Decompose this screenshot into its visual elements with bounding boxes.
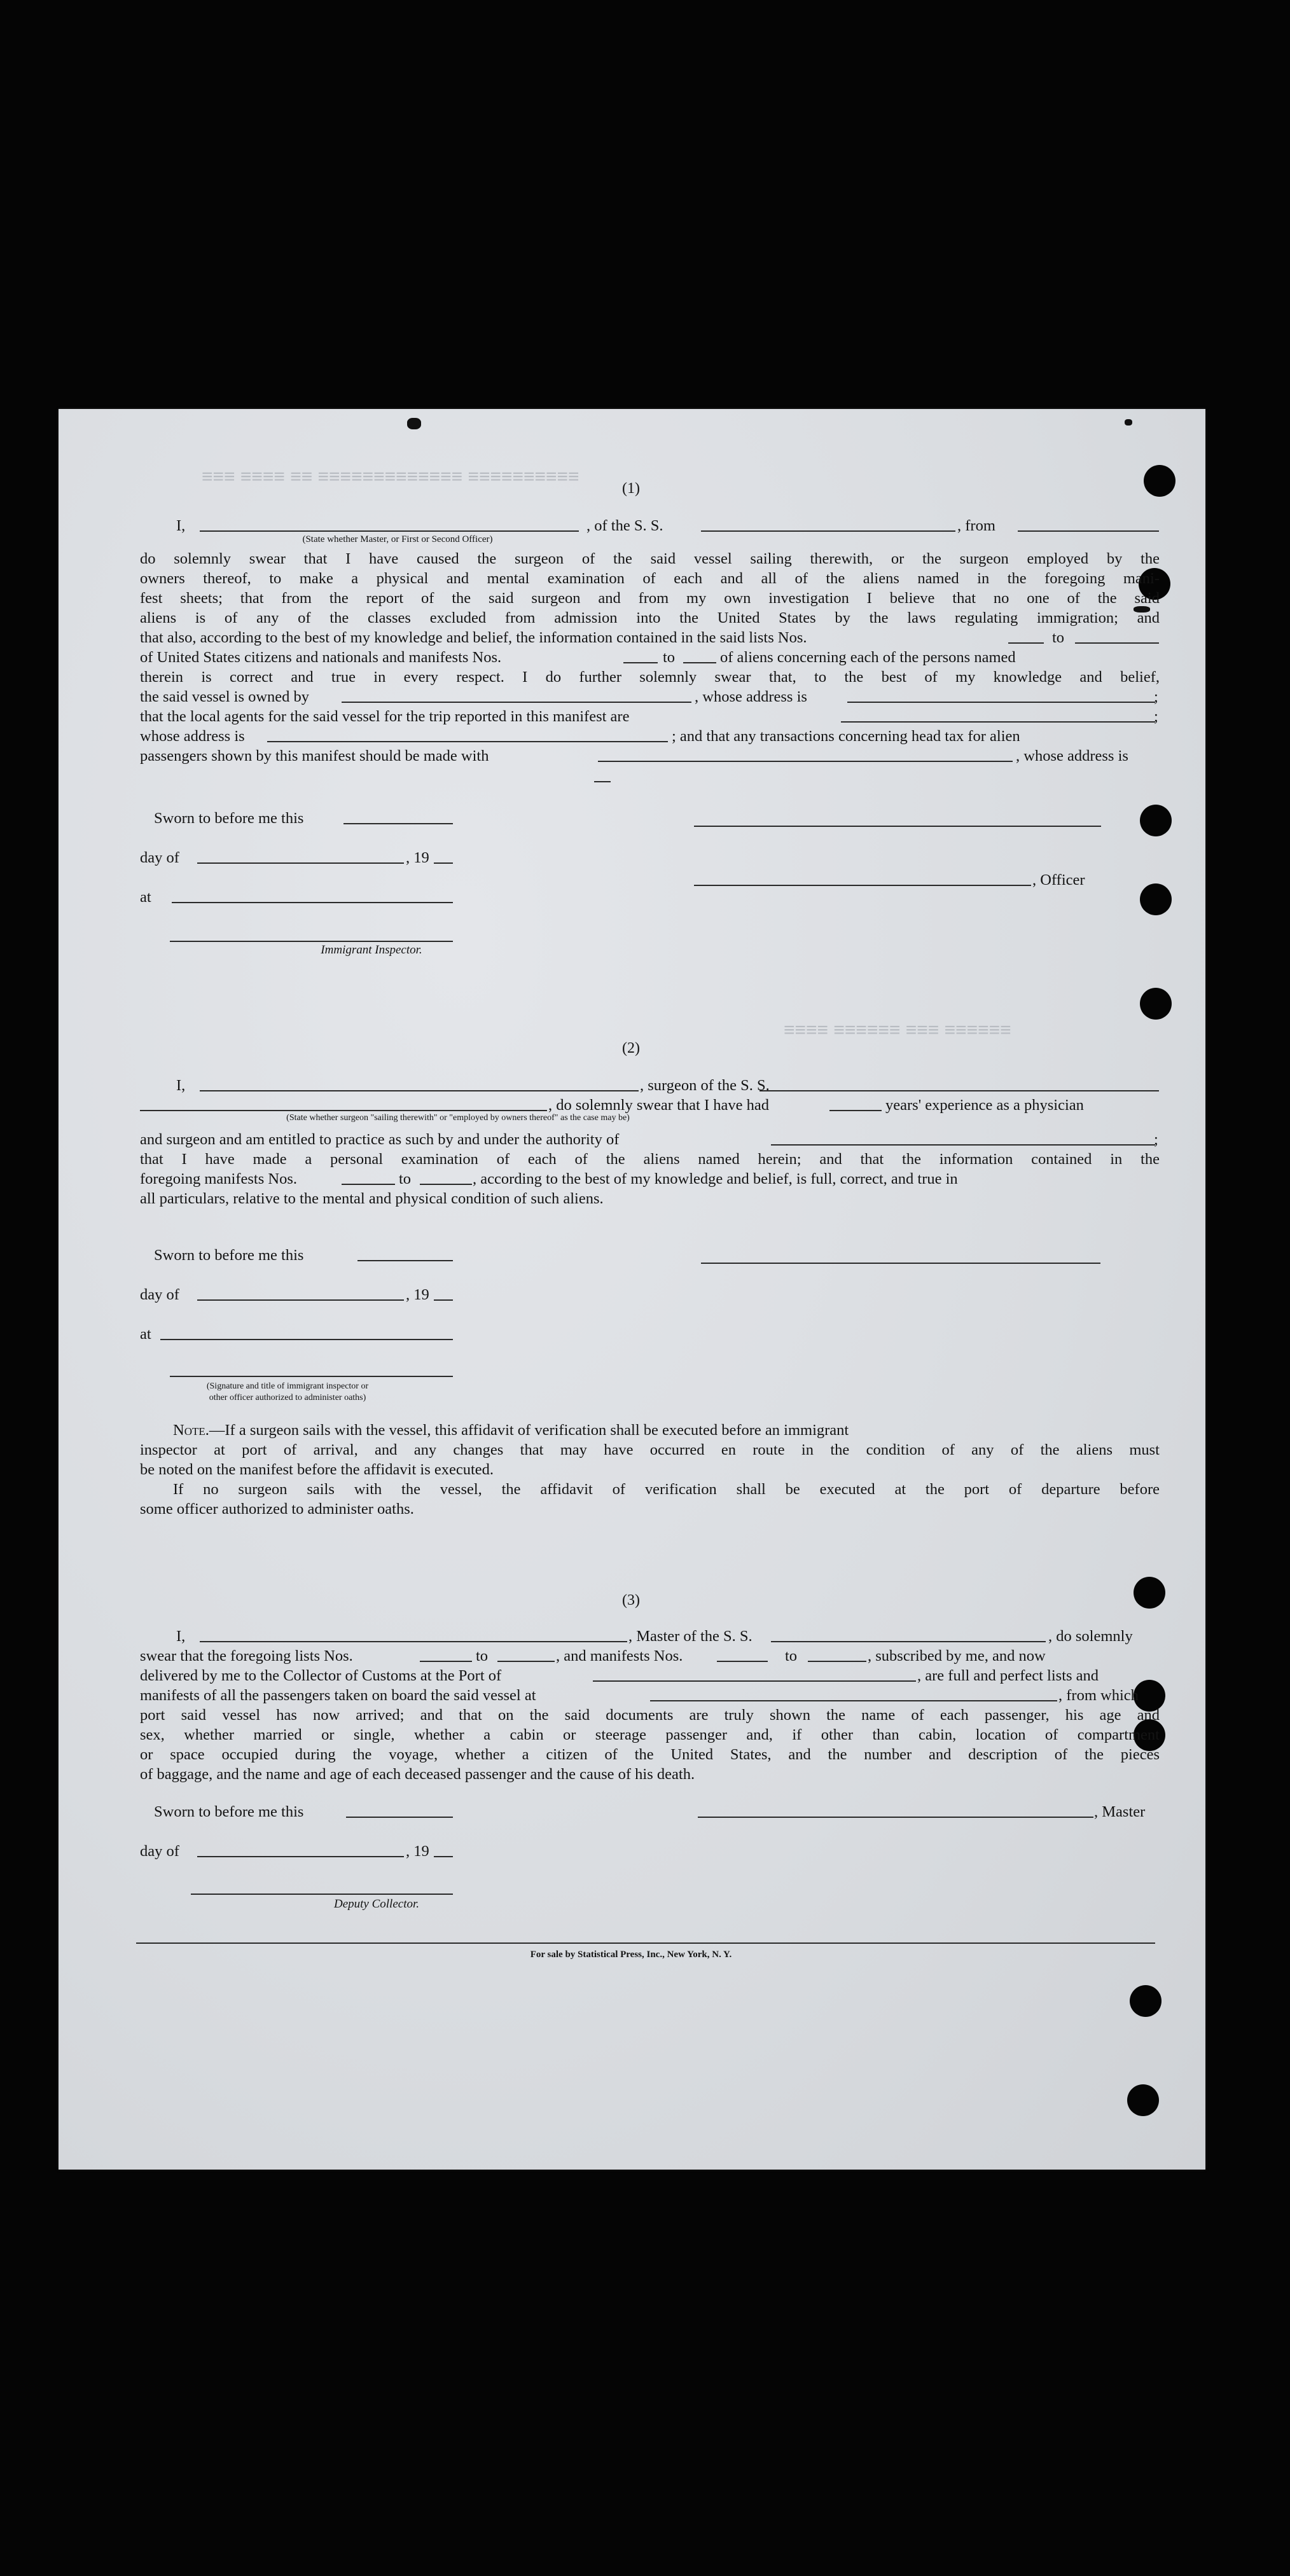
s1-from: , from — [957, 517, 995, 534]
s1-head-tax: ; and that any transactions concerning head tax for alien — [672, 728, 1020, 745]
note-label: Note. — [173, 1422, 209, 1439]
s3-master-name-field[interactable] — [200, 1641, 627, 1642]
s1-text-line: fest sheets; that from the report of the said surgeon and from my own investigation I believe that no one of the said — [140, 590, 1160, 607]
s3-subscribed: , subscribed by me, and now — [868, 1647, 1046, 1665]
binder-hole — [1134, 1577, 1165, 1609]
s1-to: to — [663, 649, 676, 666]
binder-hole — [1140, 805, 1172, 836]
s1-year: , 19 — [406, 849, 429, 866]
s3-text-line: sex, whether married or single, whether a cabin or steerage passenger and, if other than cabin, location of compartment — [140, 1726, 1160, 1743]
s2-swear: , do solemnly swear that I have had — [548, 1097, 769, 1114]
s2-vessel-field[interactable] — [759, 1090, 1159, 1091]
s1-text-line: do solemnly swear that I have caused the surgeon of the said vessel sailing therewith, or the surgeon employed by the — [140, 550, 1160, 567]
s3-to: to — [476, 1647, 489, 1665]
s1-list-to-field[interactable] — [1075, 642, 1159, 644]
s2-at: at — [140, 1326, 151, 1343]
s3-month-field[interactable] — [197, 1856, 404, 1857]
s2-years: years' experience as a physician — [885, 1097, 1084, 1114]
s1-officer-title-line[interactable] — [694, 885, 1031, 886]
s1-inspector-signature-line[interactable] — [170, 941, 453, 942]
ink-mark — [1125, 419, 1132, 426]
s1-text-line: whose address is — [140, 728, 245, 745]
s1-sworn-day-field[interactable] — [343, 823, 453, 824]
s1-officer-label: , Officer — [1032, 871, 1085, 889]
s1-at: at — [140, 889, 151, 906]
s2-day-of: day of — [140, 1286, 179, 1303]
s3-and-manifests: , and manifests Nos. — [556, 1647, 683, 1665]
s1-text-line: owners thereof, to make a physical and mental examination of each and all of the aliens named in the foregoing mani- — [140, 570, 1160, 587]
s2-at-field[interactable] — [160, 1339, 453, 1340]
s3-master-label: , Master — [1094, 1803, 1146, 1820]
s2-state-note: (State whether surgeon "sailing therewith" or "employed by owners thereof" as the case may be) — [286, 1113, 630, 1123]
s1-text-line: aliens is of any of the classes excluded from admission into the United States by the laws regulating immigration; and — [140, 609, 1160, 627]
s2-line3c: , according to the best of my knowledge and belief, is full, correct, and true in — [473, 1170, 958, 1188]
section-1-number: (1) — [622, 480, 640, 497]
s2-sig-note-1: (Signature and title of immigrant inspector or — [206, 1381, 369, 1391]
note-line2: inspector at port of arrival, and any changes that may have occurred en route in the condition of any of the aliens must — [140, 1441, 1160, 1458]
bleed-through-text: ≡≡≡≡ ≡≡≡≡≡≡ ≡≡≡ ≡≡≡≡≡≡ — [784, 1020, 1011, 1041]
s2-manifest-from-field[interactable] — [342, 1184, 395, 1185]
s1-agents-address-field[interactable] — [267, 741, 668, 742]
s1-month-field[interactable] — [197, 862, 404, 864]
s1-text-line: therein is correct and true in every respect. I do further solemnly swear that, to the best of my knowledge and belief, — [140, 668, 1160, 686]
footer-rule — [136, 1942, 1155, 1944]
s3-to: to — [785, 1647, 798, 1665]
s1-text-line: of United States citizens and nationals and manifests Nos. — [140, 649, 502, 666]
note-line4: If no surgeon sails with the vessel, the affidavit of verification shall be executed at the port of departure before — [173, 1481, 1160, 1498]
s1-at-field[interactable] — [172, 902, 453, 903]
s3-from-which: , from which — [1058, 1687, 1139, 1704]
s3-day-of: day of — [140, 1843, 179, 1860]
s2-surgeon-signature-line[interactable] — [701, 1263, 1100, 1264]
s2-years-field[interactable] — [829, 1110, 882, 1111]
s3-manifests-from-field[interactable] — [717, 1661, 768, 1662]
ink-mark — [407, 418, 421, 429]
s2-line3b: to — [399, 1170, 412, 1188]
s1-state-note: (State whether Master, or First or Second Officer) — [302, 534, 493, 544]
section-3-number: (3) — [622, 1592, 640, 1609]
s2-surgeon-name-field[interactable] — [200, 1090, 639, 1091]
s1-text-line: the said vessel is owned by — [140, 688, 310, 705]
s2-surgeon-of: , surgeon of the S. S. — [640, 1077, 770, 1094]
s1-text-line: that the local agents for the said vessel for the trip reported in this manifest are — [140, 708, 630, 725]
s1-day-of: day of — [140, 849, 179, 866]
s1-manifest-from-field[interactable] — [623, 662, 658, 663]
s1-officer-signature-line[interactable] — [694, 826, 1101, 827]
s1-officer-name-field[interactable] — [200, 530, 579, 532]
s3-text-line: port said vessel has now arrived; and that on the said documents are truly shown the name of each passenger, his age and — [140, 1707, 1160, 1724]
s2-year: , 19 — [406, 1286, 429, 1303]
s3-text-line: or space occupied during the voyage, whether a citizen of the United States, and the number and description of the pieces — [140, 1746, 1160, 1763]
s3-lists-from-field[interactable] — [420, 1661, 472, 1662]
s3-deputy-label: Deputy Collector. — [333, 1897, 420, 1911]
s3-text-line: manifests of all the passengers taken on board the said vessel at — [140, 1687, 536, 1704]
s1-head-tax-agent-field[interactable] — [598, 761, 1013, 762]
s3-full-perfect: , are full and perfect lists and — [917, 1667, 1099, 1684]
s2-line1: and surgeon and am entitled to practice as such by and under the authority of — [140, 1131, 620, 1148]
binder-hole — [1140, 988, 1172, 1020]
binder-hole — [1144, 465, 1176, 497]
s1-owner-field[interactable] — [342, 702, 691, 703]
s2-manifest-to-field[interactable] — [420, 1184, 472, 1185]
s3-lists-to-field[interactable] — [497, 1661, 555, 1662]
s3-year-field[interactable] — [434, 1856, 453, 1857]
s1-of-aliens: of aliens concerning each of the persons named — [720, 649, 1016, 666]
s3-master-signature-line[interactable] — [698, 1817, 1093, 1818]
s1-whose-address: , whose address is — [695, 688, 807, 705]
s2-i: I, — [176, 1077, 186, 1094]
s3-manifests-to-field[interactable] — [808, 1661, 866, 1662]
s3-sworn-day-field[interactable] — [346, 1817, 453, 1818]
s2-line3a: foregoing manifests Nos. — [140, 1170, 297, 1188]
s1-whose-address-end: , whose address is — [1016, 747, 1128, 765]
manifest-affidavit-page — [59, 409, 1205, 2170]
s1-agents-field[interactable] — [841, 721, 1155, 723]
s1-vessel-field[interactable] — [701, 530, 955, 532]
s2-semicolon: ; — [1154, 1131, 1158, 1148]
binder-hole — [1127, 2084, 1159, 2116]
note-line1 — [173, 1420, 1160, 1440]
s3-year: , 19 — [406, 1843, 429, 1860]
s2-inspector-signature-line[interactable] — [170, 1376, 453, 1377]
s2-line2: that I have made a personal examination of each of the aliens named herein; and that the information contained in the — [140, 1151, 1160, 1168]
section-2-number: (2) — [622, 1040, 640, 1056]
s1-text-line: passengers shown by this manifest should be made with — [140, 747, 489, 765]
s1-year-field[interactable] — [434, 862, 453, 864]
s3-do-solemnly: , do solemnly — [1048, 1628, 1133, 1645]
s2-month-field[interactable] — [197, 1299, 404, 1301]
s2-sworn: Sworn to before me this — [154, 1247, 304, 1264]
s3-text-line: of baggage, and the name and age of each deceased passenger and the cause of his death. — [140, 1766, 695, 1783]
s2-sig-note-2: other officer authorized to administer oaths) — [209, 1393, 366, 1402]
footer-imprint: For sale by Statistical Press, Inc., New York, N. Y. — [530, 1949, 732, 1960]
s1-owner-address-field[interactable] — [847, 702, 1155, 703]
s1-text-line: that also, according to the best of my knowledge and belief, the information contained in the said lists Nos. — [140, 629, 807, 646]
s1-of-ss: , of the S. S. — [586, 517, 663, 534]
s3-master-of: , Master of the S. S. — [628, 1628, 752, 1645]
s1-list-from-field[interactable] — [1008, 642, 1044, 644]
note-line5: some officer authorized to administer oaths. — [140, 1500, 414, 1518]
note-line3: be noted on the manifest before the affidavit is executed. — [140, 1461, 494, 1478]
s1-head-tax-address-field[interactable] — [594, 781, 611, 782]
binder-hole — [1140, 883, 1172, 915]
s3-text-line: delivered by me to the Collector of Customs at the Port of — [140, 1667, 502, 1684]
s1-semicolon: ; — [1154, 708, 1158, 725]
note-text: —If a surgeon sails with the vessel, this affidavit of verification shall be executed before an immigrant — [209, 1422, 849, 1439]
s3-port-field[interactable] — [593, 1680, 916, 1682]
binder-hole — [1130, 1985, 1162, 2017]
bleed-through-text: ≡≡≡ ≡≡≡≡ ≡≡ ≡≡≡≡≡≡≡≡≡≡≡≡≡ ≡≡≡≡≡≡≡≡≡≡ — [202, 466, 579, 487]
s2-authority-field[interactable] — [771, 1144, 1155, 1146]
s1-inspector-label: Immigrant Inspector. — [321, 943, 422, 957]
s2-sworn-day-field[interactable] — [357, 1260, 453, 1261]
s1-semicolon: ; — [1154, 688, 1158, 705]
s2-status-field[interactable] — [140, 1110, 547, 1111]
s1-from-field[interactable] — [1018, 530, 1159, 532]
s3-text-line: swear that the foregoing lists Nos. — [140, 1647, 353, 1665]
s3-sworn: Sworn to before me this — [154, 1803, 304, 1820]
s1-i: I, — [176, 517, 186, 534]
s3-vessel-field[interactable] — [771, 1641, 1046, 1642]
s1-sworn: Sworn to before me this — [154, 810, 304, 827]
s1-manifest-to-field[interactable] — [683, 662, 716, 663]
s3-i: I, — [176, 1628, 186, 1645]
s2-year-field[interactable] — [434, 1299, 453, 1301]
s3-deputy-signature-line[interactable] — [191, 1894, 453, 1895]
s2-line4: all particulars, relative to the mental and physical condition of such aliens. — [140, 1190, 604, 1207]
s1-to: to — [1052, 629, 1065, 646]
s3-embark-port-field[interactable] — [650, 1700, 1057, 1701]
